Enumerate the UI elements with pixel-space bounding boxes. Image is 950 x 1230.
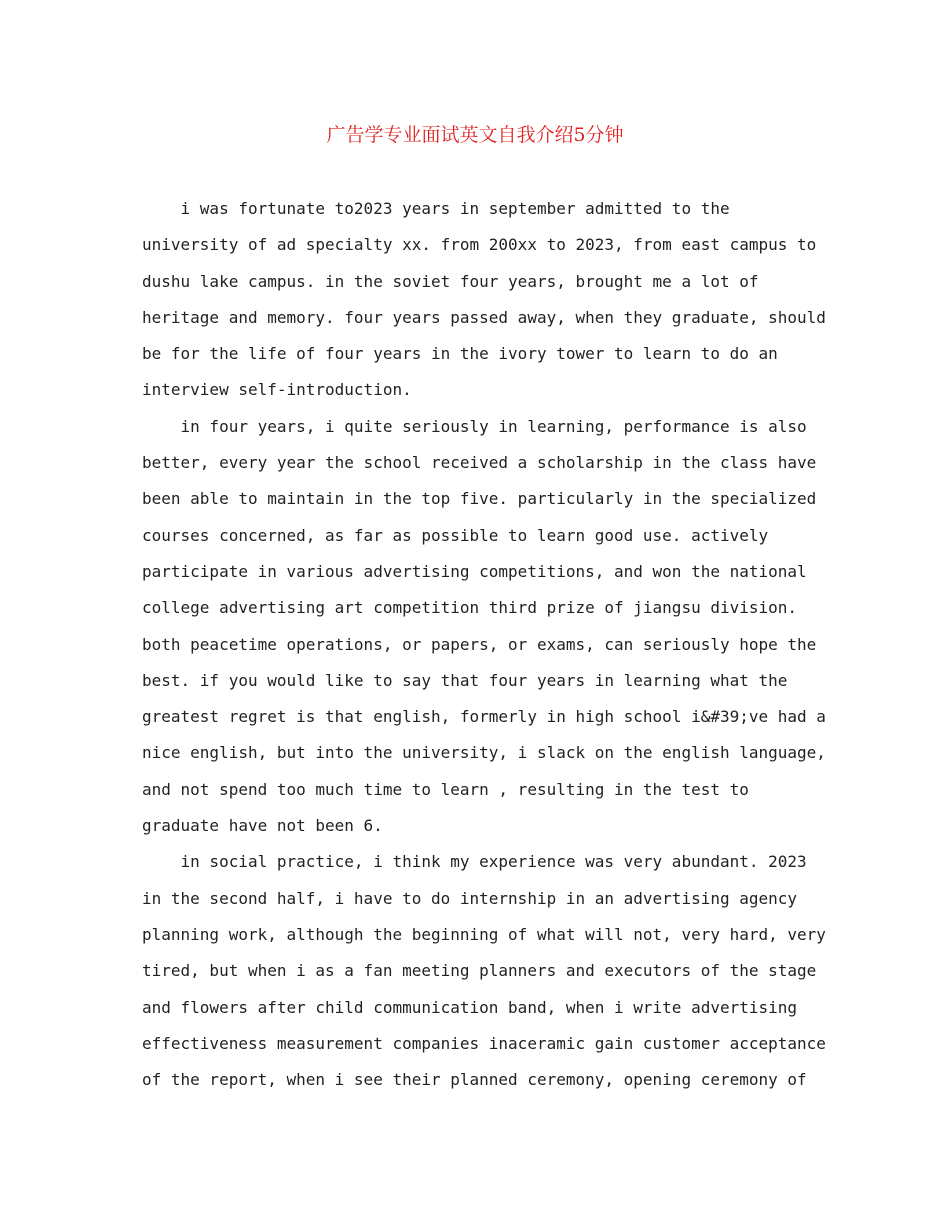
body-line: of the report, when i see their planned ceremony, opening ceremony of — [142, 1070, 807, 1090]
body-line: university of ad specialty xx. from 200xx to 2023, from east campus to — [142, 235, 817, 255]
document-title: 广告学专业面试英文自我介绍5分钟 — [326, 124, 624, 146]
document-body — [142, 191, 826, 1098]
body-line: tired, but when i as a fan meeting planners and executors of the stage — [142, 961, 817, 981]
body-line: be for the life of four years in the ivory tower to learn to do an — [142, 344, 778, 364]
body-line: and not spend too much time to learn , resulting in the test to — [142, 779, 749, 799]
body-line: greatest regret is that english, formerly in high school i&#39;ve had a — [142, 707, 826, 727]
body-line: graduate have not been 6. — [142, 816, 383, 836]
body-line: been able to maintain in the top five. particularly in the specialized — [142, 489, 817, 509]
body-line: heritage and memory. four years passed away, when they graduate, should — [142, 307, 826, 327]
body-line: interview self-introduction. — [142, 380, 412, 400]
body-line: and flowers after child communication band, when i write advertising — [142, 997, 798, 1017]
body-line: participate in various advertising competitions, and won the national — [142, 561, 807, 581]
body-line: planning work, although the beginning of what will not, very hard, very — [142, 924, 826, 944]
body-line: in social practice, i think my experience was very abundant. 2023 — [142, 852, 807, 872]
body-line: dushu lake campus. in the soviet four years, brought me a lot of — [142, 271, 759, 291]
body-line: in four years, i quite seriously in learning, performance is also — [142, 416, 807, 436]
body-line: effectiveness measurement companies inaceramic gain customer acceptance — [142, 1033, 826, 1053]
body-line: both peacetime operations, or papers, or exams, can seriously hope the — [142, 634, 817, 654]
body-line: nice english, but into the university, i slack on the english language, — [142, 743, 826, 763]
body-line: best. if you would like to say that four years in learning what the — [142, 670, 788, 690]
body-line: in the second half, i have to do internship in an advertising agency — [142, 888, 798, 908]
body-line: i was fortunate to2023 years in september admitted to the — [142, 199, 730, 218]
body-line: better, every year the school received a scholarship in the class have — [142, 453, 817, 473]
body-line: college advertising art competition third prize of jiangsu division. — [142, 598, 798, 618]
body-line: courses concerned, as far as possible to learn good use. actively — [142, 525, 769, 545]
